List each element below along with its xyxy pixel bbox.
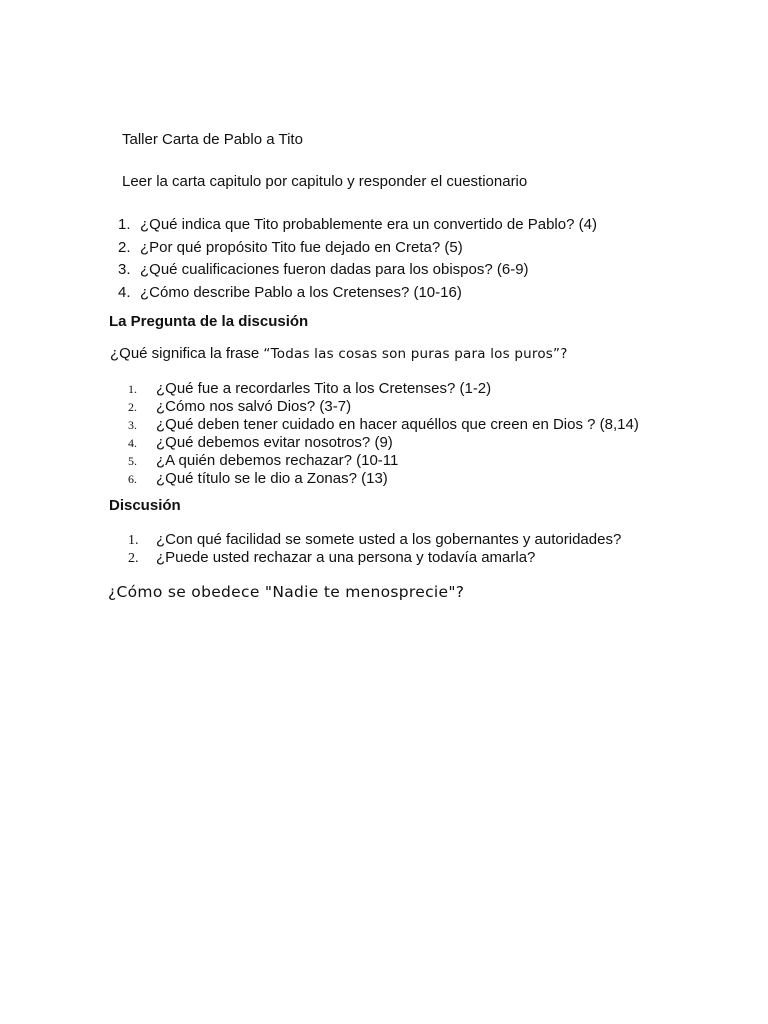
list-item-number: 2. bbox=[118, 238, 131, 256]
list-item bbox=[118, 214, 597, 237]
list-item bbox=[118, 237, 597, 260]
section-heading-discussion-question: La Pregunta de la discusión bbox=[109, 313, 309, 330]
list-item-text: ¿Cómo nos salvó Dios? (3-7) bbox=[156, 398, 352, 415]
list-item-text: ¿Qué indica que Tito probablemente era un convertido de Pablo? (4) bbox=[140, 216, 597, 233]
list-item-text: ¿A quién debemos rechazar? (10-11 bbox=[156, 452, 399, 469]
list-item bbox=[128, 452, 639, 470]
list-item-number: 3. bbox=[118, 261, 131, 278]
list-item-number: 3. bbox=[128, 418, 137, 432]
list-item-number: 1. bbox=[118, 216, 131, 233]
phrase-question bbox=[110, 345, 568, 362]
list-item-text: ¿Con qué facilidad se somete usted a los gobernantes y autoridades? bbox=[156, 531, 622, 548]
list-item-text: ¿Cómo describe Pablo a los Cretenses? (10-16) bbox=[140, 283, 462, 301]
final-question: ¿Cómo se obedece "Nadie te menosprecie"? bbox=[108, 583, 465, 601]
list-item-text: ¿Qué debemos evitar nosotros? (9) bbox=[156, 434, 393, 451]
list-item-text: ¿Qué título se le dio a Zonas? (13) bbox=[156, 470, 388, 487]
list-item bbox=[128, 531, 621, 549]
list-item-text: ¿Por qué propósito Tito fue dejado en Creta? (5) bbox=[140, 238, 463, 256]
list-item bbox=[118, 282, 597, 305]
section-heading-discussion: Discusión bbox=[109, 497, 181, 514]
list-item bbox=[128, 380, 639, 398]
list-item-text: ¿Qué fue a recordarles Tito a los Cretenses? (1-2) bbox=[156, 380, 492, 397]
list-item bbox=[128, 398, 639, 416]
list-item-number: 1. bbox=[128, 382, 137, 396]
list-item-text: ¿Qué cualificaciones fueron dadas para los obispos? (6-9) bbox=[140, 261, 529, 278]
list-item bbox=[128, 470, 639, 488]
list-item-number: 4. bbox=[128, 436, 137, 450]
list-item-text: ¿Qué deben tener cuidado en hacer aquéllos que creen en Dios ? (8,14) bbox=[156, 416, 639, 433]
document-title: Taller Carta de Pablo a Tito bbox=[122, 131, 303, 148]
list-item-number: 5. bbox=[128, 454, 137, 468]
list-item bbox=[128, 549, 621, 567]
list-item-number: 4. bbox=[118, 283, 131, 301]
list-item-number: 2. bbox=[128, 400, 137, 414]
list-item bbox=[128, 434, 639, 452]
phrase-question-prefix: ¿Qué significa la frase bbox=[110, 345, 264, 362]
question-list-part2 bbox=[128, 380, 639, 488]
list-item-number: 2. bbox=[128, 551, 139, 566]
list-item-number: 6. bbox=[128, 472, 137, 486]
list-item bbox=[128, 416, 639, 434]
list-item bbox=[118, 259, 597, 282]
phrase-question-quote: “Todas las cosas son puras para los puros”? bbox=[263, 346, 568, 362]
instruction-text: Leer la carta capitulo por capitulo y responder el cuestionario bbox=[122, 173, 528, 190]
list-item-text: ¿Puede usted rechazar a una persona y todavía amarla? bbox=[156, 549, 536, 566]
question-list-part1 bbox=[118, 214, 597, 304]
question-list-part3 bbox=[128, 531, 621, 567]
list-item-number: 1. bbox=[128, 533, 139, 548]
